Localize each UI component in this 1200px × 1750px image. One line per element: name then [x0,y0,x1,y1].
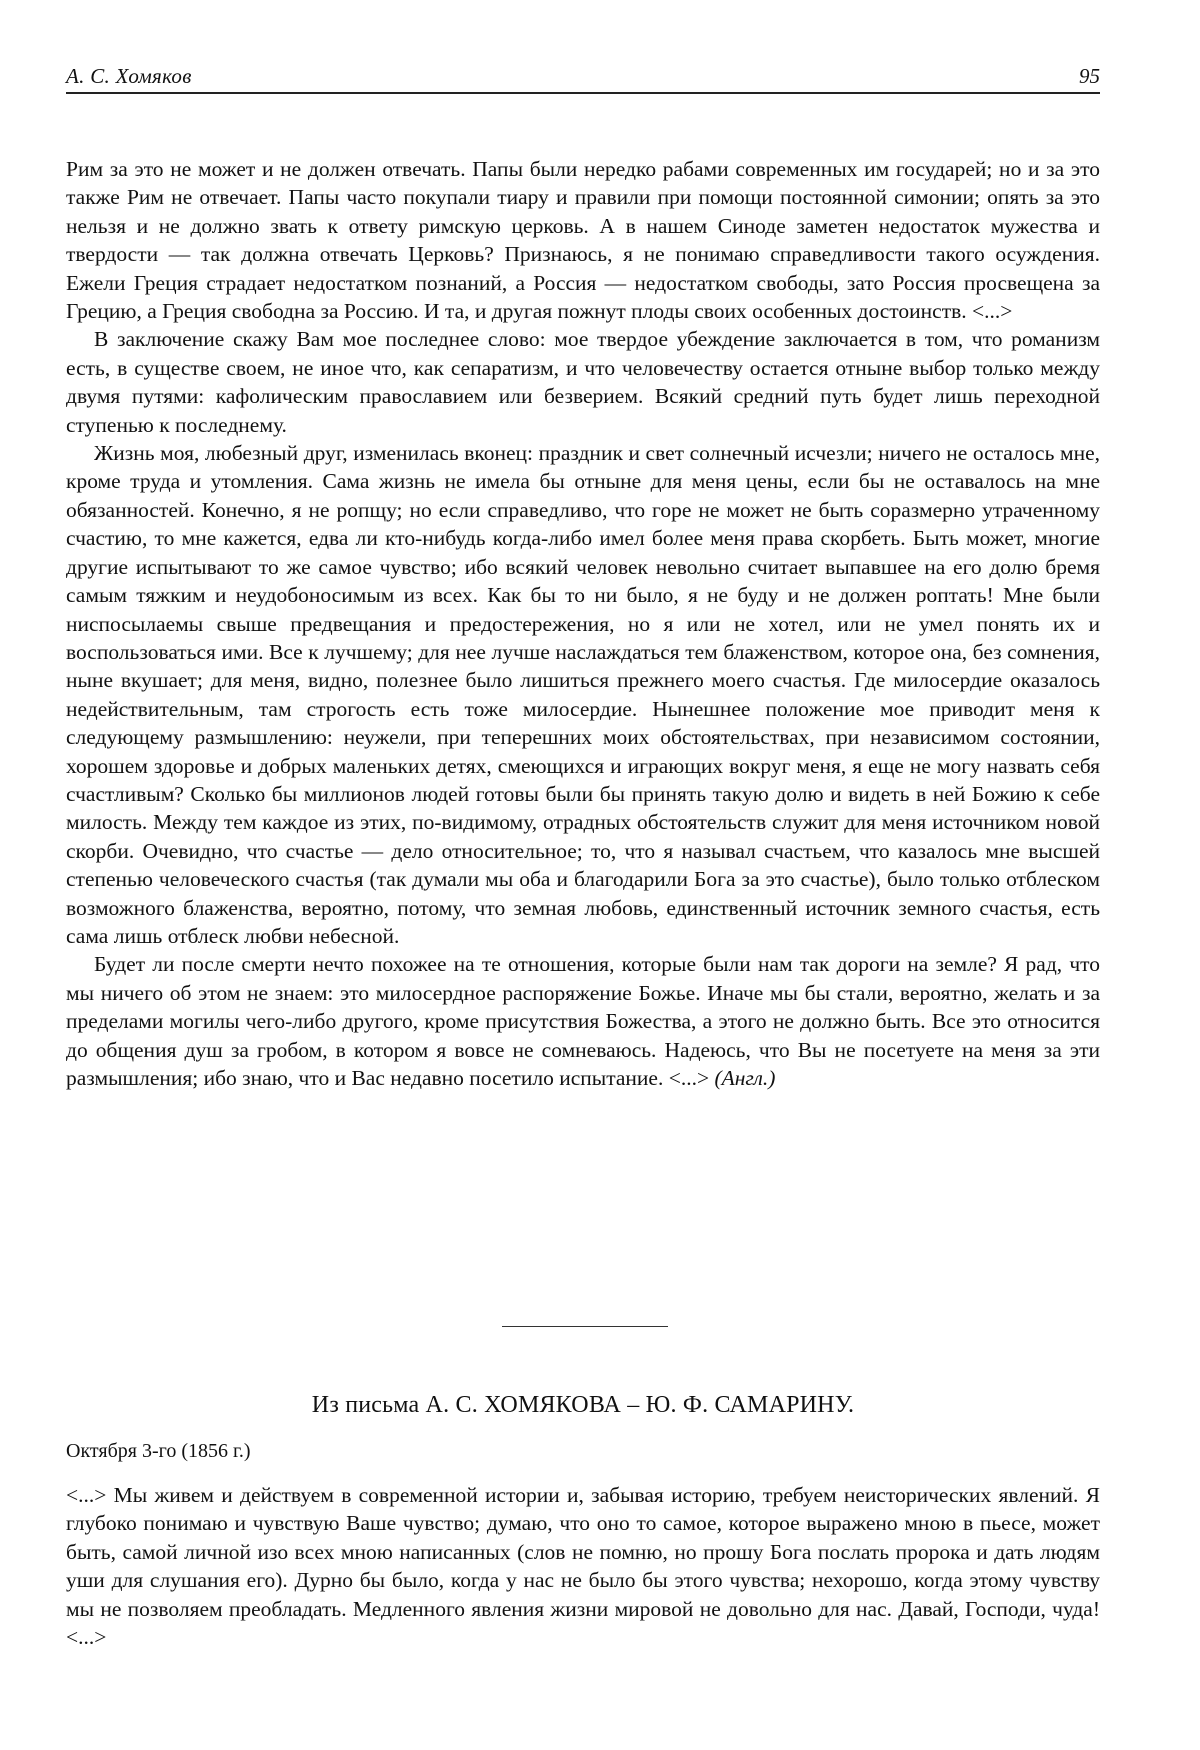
body-paragraph-2: В заключение скажу Вам мое последнее слово: мое твердое убеждение заключается в том, что романизм есть, в существе своем, не иное что, как сепаратизм, и что человечеству остается отныне выбор только между двумя путями: кафолическим православием или безверием. Всякий средний путь будет лишь переходной ступенью к последнему. [66,327,1100,437]
body-paragraph-3: Жизнь моя, любезный друг, изменилась вконец: праздник и свет солнечный исчезли; ничего не осталось мне, кроме труда и утомления. Сама жизнь не имела бы отныне для меня цены, если бы не оставалось на мне обязанностей. Конечно, я не ропщу; но если справедливо, что горе не может не быть соразмерно утраченному счастию, то мне кажется, едва ли кто-нибудь когда-либо имел более меня права скорбеть. Быть может, многие другие испытывают то же самое чувство; ибо всякий человек невольно считает выпавшее на его долю бремя самым тяжким и неудобоносимым из всех. Как бы то ни было, я не буду и не должен роптать! Мне были ниспосылаемы свыше предвещания и предостережения, но я или не хотел, или не умел понять их и воспользоваться ими. Все к лучшему; для нее лучше наслаждаться тем блаженством, которое она, без сомнения, ныне вкушает; для меня, видно, полезнее было лишиться прежнего моего счастья. Где милосердие оказалось недействительным, там строгость есть тоже милосердие. Нынешнее положение мое приводит меня к следующему размышлению: неужели, при теперешних моих обстоятельствах, при независимом состоянии, хорошем здоровье и добрых маленьких детях, смеющихся и играющих вокруг меня, я еще не могу назвать себя счастливым? Сколько бы миллионов людей готовы были бы принять такую долю и видеть в ней Божию к себе милость. Между тем каждое из этих, по-видимому, отрадных обстоятельств служит для меня источником новой скорби. Очевидно, что счастье — дело относительное; то, что я называл счастьем, что казалось мне высшей степенью человеческого счастья (так думали мы оба и благодарили Бога за это счастье), было только отблеском возможного блаженства, вероятно, потому, что земная любовь, единственный источник земного счастья, есть сама лишь отблеск любви небесной. [66,441,1100,948]
letter-date: Октября 3-го (1856 г.) [66,1440,251,1462]
running-header [66,60,1100,94]
body-paragraph-1: Рим за это не может и не должен отвечать. Папы были нередко рабами современных им государей; но и за это также Рим не отвечает. Папы часто покупали тиару и правили при помощи постоянной симонии; опять за это нельзя и не должно звать к ответу римскую церковь. А в нашем Синоде заметен недостаток мужества и твердости — так должна отвечать Церковь? Признаюсь, я не понимаю справедливости такого осуждения. Ежели Греция страдает недостатком познаний, а Россия — недостатком свободы, зато Россия просвещена за Грецию, а Греция свободна за Россию. И та, и другая пожнут плоды своих особенных достоинств. <...> [66,157,1100,324]
letter-heading: Из письма А. С. ХОМЯКОВА – Ю. Ф. САМАРИНУ. [311,1392,855,1418]
letter-body-continued [66,155,1100,1092]
page-number: 95 [1079,64,1100,88]
language-note: (Англ.) [714,1066,776,1090]
running-title: А. С. Хомяков [66,64,192,88]
body-paragraph-4-text: Будет ли после смерти нечто похожее на те отношения, которые были нам так дороги на земле? Я рад, что мы ничего об этом не знаем: это милосердное распоряжение Божье. Иначе мы бы стали, вероятно, желать и за пределами могилы чего-либо другого, кроме присутствия Божества, а этого не должно быть. Все это относится до общения душ за гробом, в котором я вовсе не сомневаюсь. Надеюсь, что Вы не посетуете на меня за эти размышления; ибо знаю, что и Вас недавно посетило испытание. <...> [66,952,1100,1090]
letter-text [66,1481,1100,1651]
letter-paragraph: <...> Мы живем и действуем в современной истории и, забывая историю, требуем неисторических явлений. Я глубоко понимаю и чувствую Ваше чувство; думаю, что оно то самое, которое выражено мною в пьесе, может быть, самой личной изо всех мною написанных (слов не помню, но прошу Бога послать пророка и дать людям уши для слушания его). Дурно бы было, когда у нас не было бы этого чувства; нехорошо, когда этому чувству мы не позволяем преобладать. Медленного явления жизни мировой не довольно для нас. Давай, Господи, чуда! <...> [66,1483,1100,1650]
section-separator [502,1326,668,1327]
body-paragraph-4 [66,950,1100,1092]
